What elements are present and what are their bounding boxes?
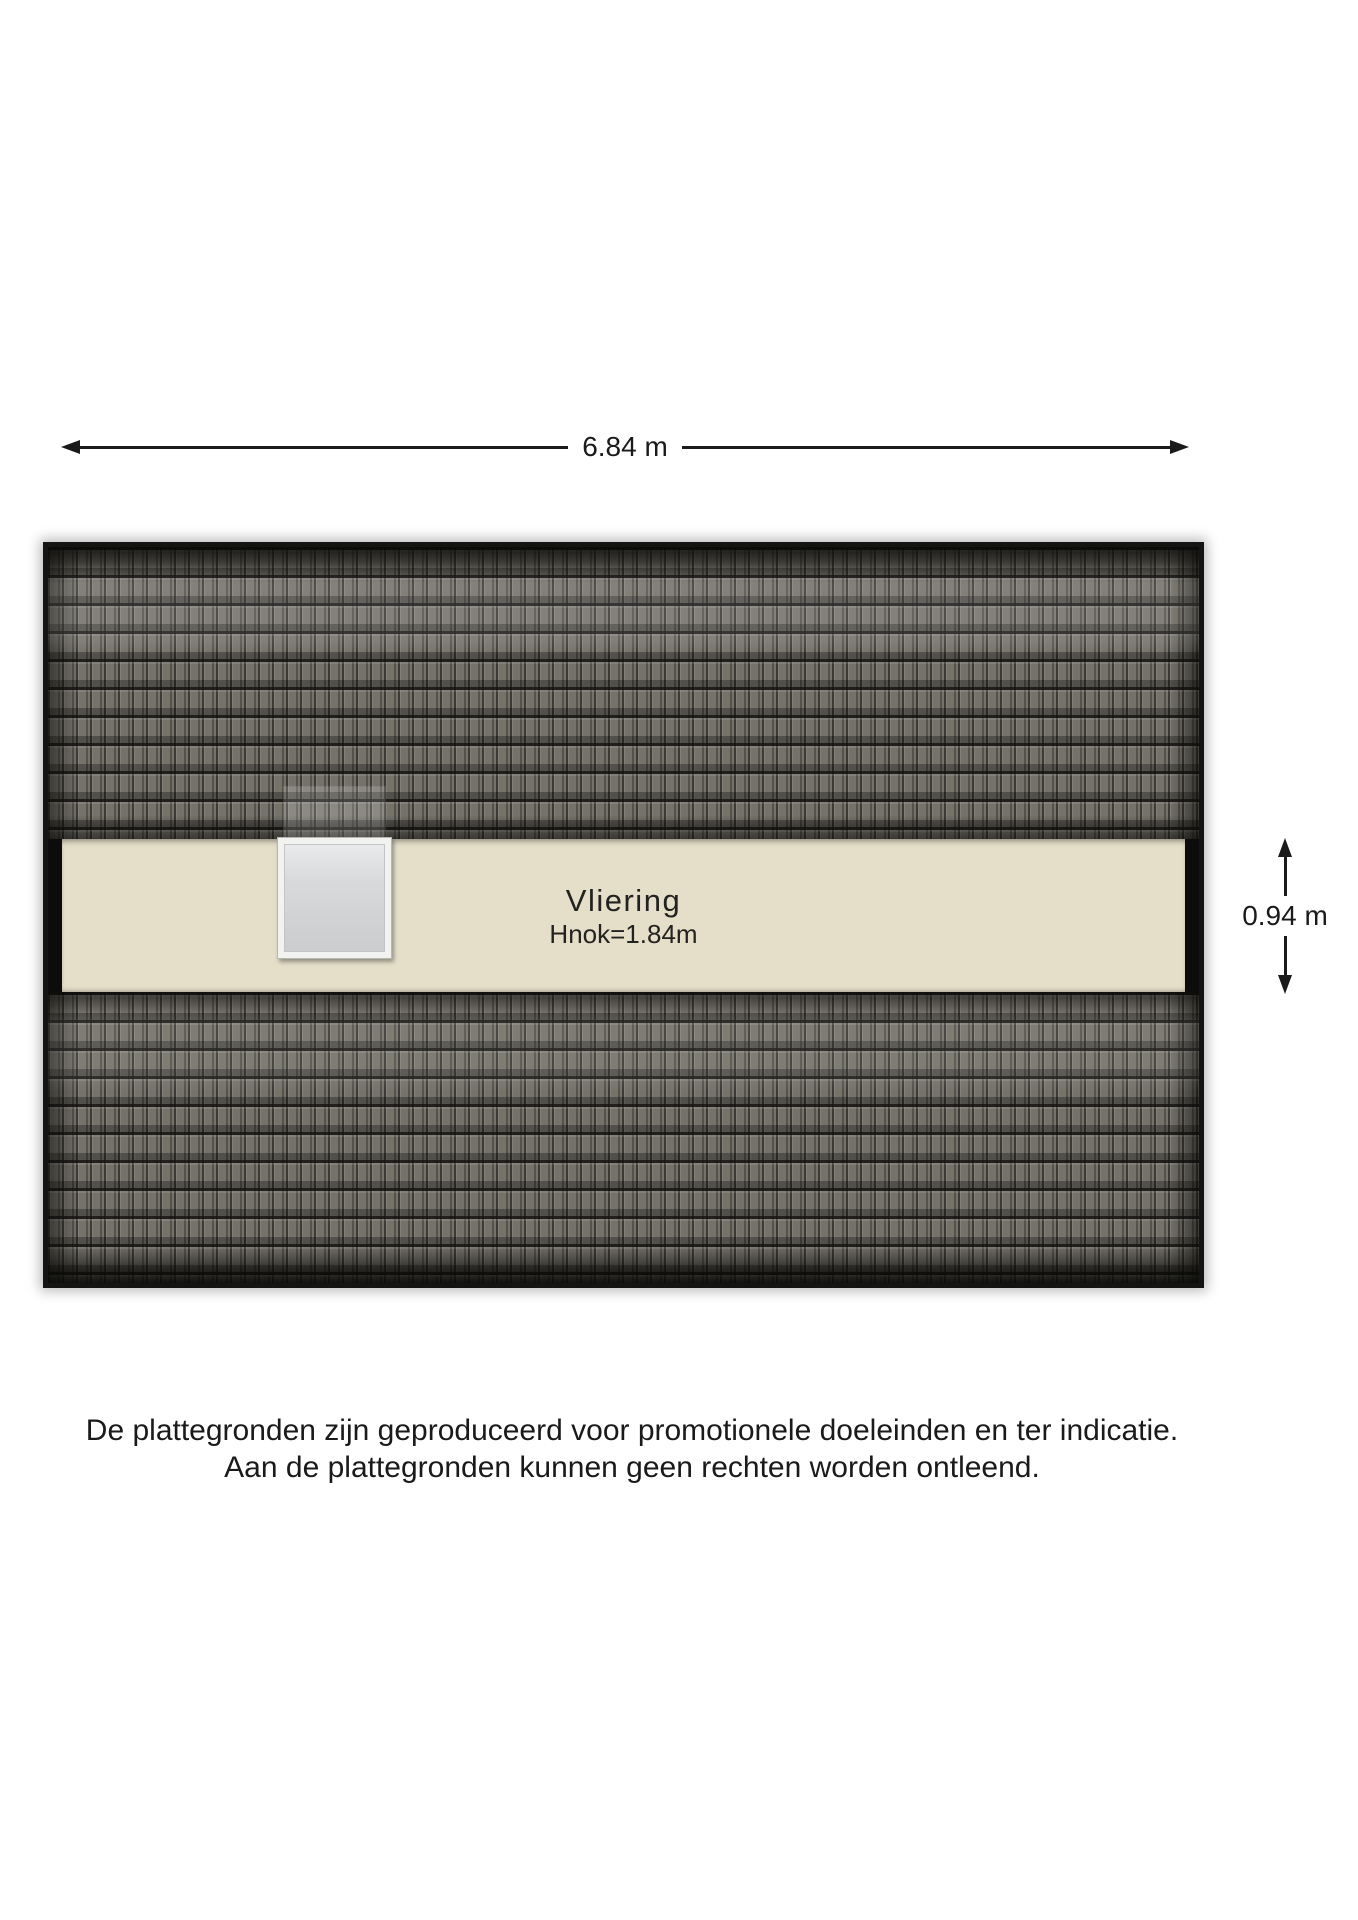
disclaimer xyxy=(0,1412,1264,1486)
width-dimension-label: 6.84 m xyxy=(582,431,668,462)
height-dimension-label: 0.94 m xyxy=(1242,900,1328,931)
disclaimer-line-2: Aan de plattegronden kunnen geen rechten worden ontleend. xyxy=(224,1451,1040,1484)
arrow-right-icon xyxy=(1170,440,1189,454)
skylight-shaft xyxy=(284,787,385,839)
loft-floor xyxy=(62,839,1185,992)
skylight-pane xyxy=(284,844,385,952)
height-dimension xyxy=(1219,838,1351,994)
arrow-down-icon xyxy=(1278,975,1292,994)
width-dimension xyxy=(61,433,1189,461)
arrow-up-icon xyxy=(1278,838,1292,857)
dimension-line xyxy=(1284,857,1287,896)
room-label xyxy=(549,883,697,949)
disclaimer-line-1: De plattegronden zijn geproduceerd voor promotionele doeleinden en ter indicatie. xyxy=(85,1414,1179,1447)
dimension-line xyxy=(682,446,1170,449)
wall-right xyxy=(1185,839,1199,992)
roof-bottom-slope xyxy=(48,992,1199,1283)
roof-top-slope xyxy=(48,547,1199,839)
roof-plan xyxy=(43,542,1204,1288)
wall-left xyxy=(48,839,62,992)
room-name: Vliering xyxy=(565,882,682,918)
room-height-note: Hnok=1.84m xyxy=(549,918,698,949)
skylight-window xyxy=(277,837,392,959)
dimension-line xyxy=(80,446,568,449)
dimension-line xyxy=(1284,936,1287,975)
loft-band xyxy=(48,839,1199,992)
arrow-left-icon xyxy=(61,440,80,454)
